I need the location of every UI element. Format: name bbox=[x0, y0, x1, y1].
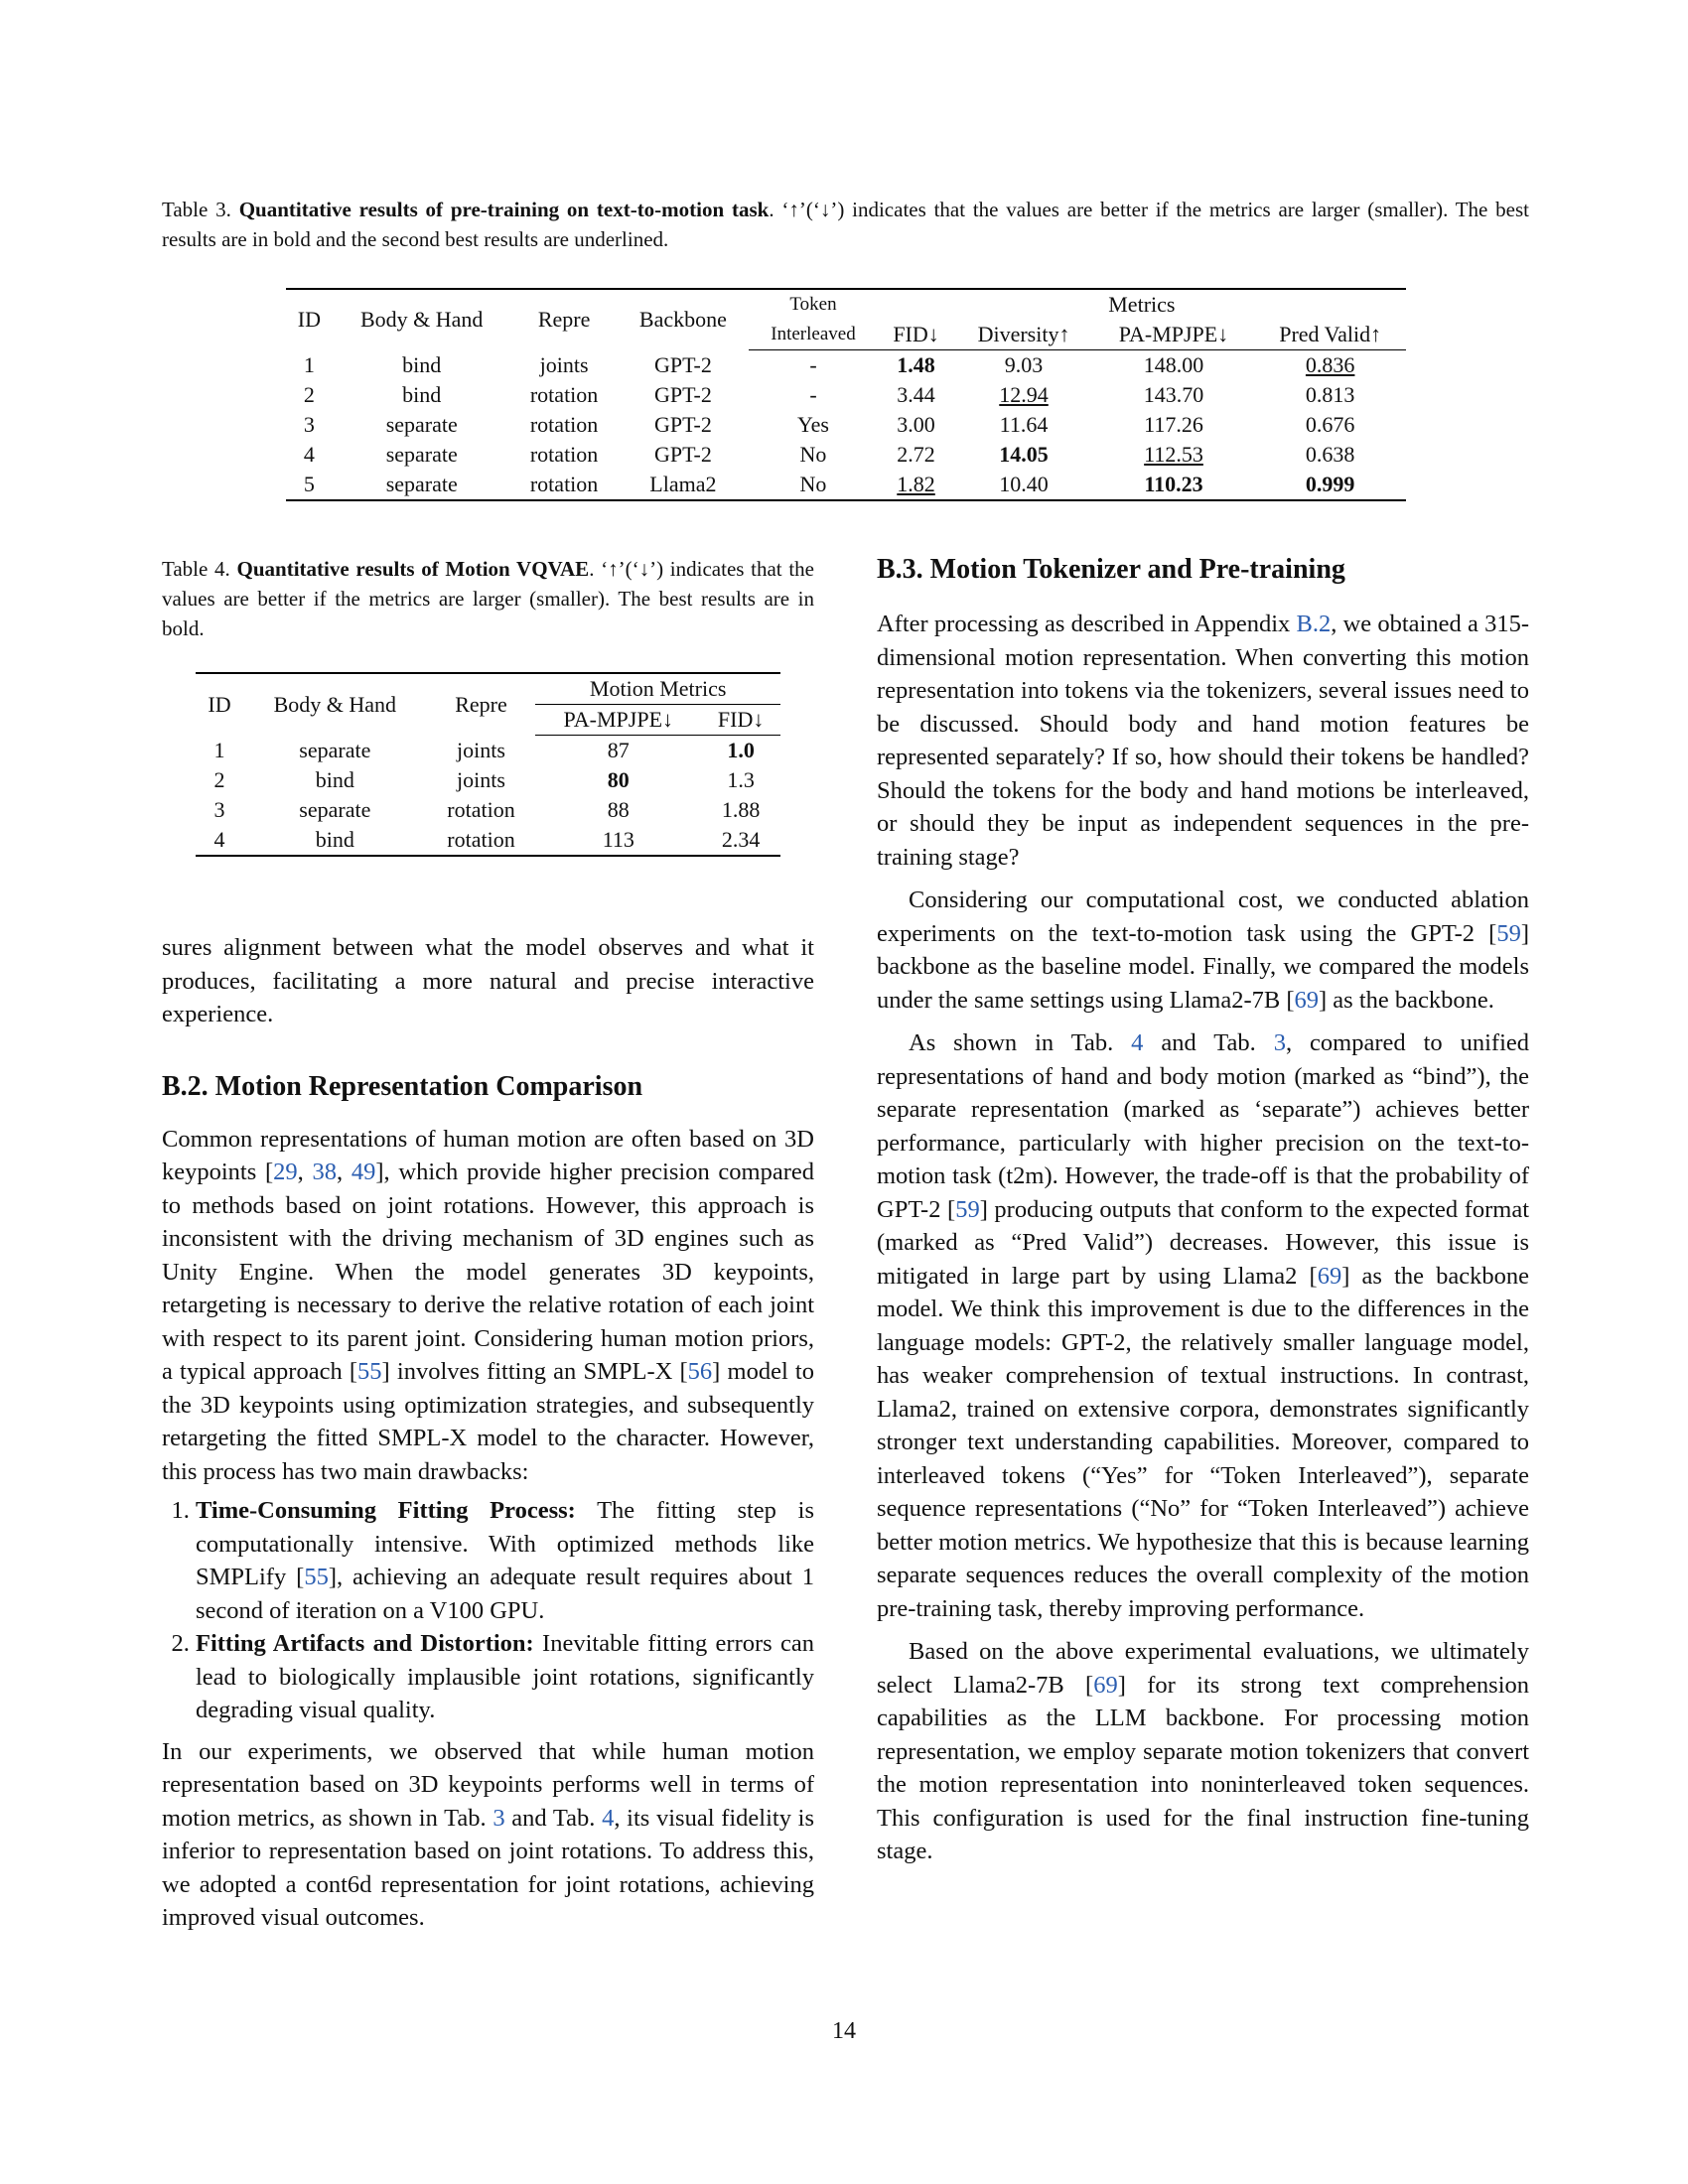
text-span: Common representations of human motion are often based on 3D keypoints [ bbox=[162, 1125, 814, 1185]
right-column bbox=[877, 554, 1529, 1868]
t3-cell: GPT-2 bbox=[653, 442, 712, 467]
citation-link[interactable]: 55 bbox=[304, 1564, 329, 1590]
t3-header-backbone: Backbone bbox=[618, 289, 750, 350]
list-item bbox=[196, 1494, 814, 1627]
t3-header-pred-valid: Pred Valid↑ bbox=[1254, 320, 1406, 350]
t3-cell: rotation bbox=[511, 470, 618, 500]
t3-header-token-1: Token bbox=[749, 289, 877, 320]
t3-cell: GPT-2 bbox=[653, 412, 712, 437]
t4-cell: 3 bbox=[213, 797, 225, 822]
t4-header-id: ID bbox=[196, 673, 243, 736]
section-ref-link[interactable]: B.2 bbox=[1296, 611, 1332, 637]
table3-caption bbox=[162, 195, 1529, 254]
t3-cell: - bbox=[809, 352, 817, 377]
table3-caption-title: Quantitative results of pre-training on text-to-motion task bbox=[238, 198, 770, 221]
t3-cell: 3 bbox=[303, 412, 315, 437]
t4-cell: 87 bbox=[607, 738, 630, 762]
t3-cell: joints bbox=[539, 351, 589, 377]
t4-header-body-hand: Body & Hand bbox=[243, 673, 427, 736]
t3-cell: GPT-2 bbox=[653, 351, 712, 377]
paragraph: sures alignment between what the model observes and what it produces, facilitating a more natural and precise interactive experience. bbox=[162, 934, 814, 1027]
t3-cell: GPT-2 bbox=[653, 382, 712, 407]
t4-header-pampjpe: PA-MPJPE↓ bbox=[535, 705, 701, 736]
t3-cell bbox=[1254, 350, 1406, 381]
t3-cell: 2 bbox=[303, 382, 315, 407]
section-heading-b2: B.2. Motion Representation Comparison bbox=[162, 1070, 643, 1102]
t3-cell: 1 bbox=[303, 351, 315, 377]
t3-cell: 11.64 bbox=[999, 412, 1049, 437]
t3-cell: 117.26 bbox=[1144, 412, 1203, 437]
t3-cell: 3.44 bbox=[897, 382, 935, 407]
table3-caption-text: . ‘↑’(‘↓’) indicates that the values are better if the metrics are larger (smaller). The best results are in bold and the second best results are underlined. bbox=[162, 198, 1530, 251]
section-heading-b3: B.3. Motion Tokenizer and Pre-training bbox=[877, 554, 1345, 585]
text-span: , we obtained a 315-dimensional motion representation. When converting this motion representation into tokens via the tokenizers, several issues need to be discussed. Should body and hand motion features be represented separately? If so, how should their tokens be handled? Should the tokens for the body and hand motions be interleaved, or should they be input as independent sequences in the pre-training stage? bbox=[877, 611, 1529, 871]
t3-cell: No bbox=[749, 470, 877, 500]
paragraph bbox=[162, 1735, 814, 1935]
t3-cell: 143.70 bbox=[1143, 382, 1204, 407]
t3-header-diversity: Diversity↑ bbox=[954, 320, 1092, 350]
t4-cell: 1.3 bbox=[727, 767, 755, 792]
table-row bbox=[286, 440, 1406, 470]
paragraph: Common representations of human motion are often based on 3D keypoints [29, 38, 49], which provide higher precision compared to methods based on joint rotations. However, this approach is inconsistent with the driving mechanism of 3D engines such as Unity Engine. When the model generates 3D keypoints, retargeting is necessary to derive the relative rotation of each joint with respect to its parent joint. Considering human motion priors, a typical approach [55] involves fitting an SMPL-X [56] model to the 3D keypoints using optimization strategies, and subsequently retargeting the fitted SMPL-X model to the character. However, this process has two main drawbacks: bbox=[162, 1125, 815, 1485]
t3-cell: - bbox=[809, 382, 817, 407]
t3-cell bbox=[878, 470, 955, 500]
t4-cell: joints bbox=[457, 767, 505, 792]
text-span: Inevitable fitting errors can lead to biologically implausible joint rotations, significantly degrading visual quality. bbox=[196, 1630, 815, 1723]
text-span: The fitting step is computationally intensive. With optimized methods like SMPLify [ bbox=[196, 1497, 814, 1590]
table-row bbox=[286, 350, 1406, 381]
list-item-title: Time-Consuming Fitting Process: bbox=[196, 1497, 576, 1524]
paragraph bbox=[877, 1026, 1529, 1625]
t4-cell: 1 bbox=[213, 737, 225, 762]
citation-link[interactable]: 29 bbox=[273, 1159, 298, 1185]
table4-caption bbox=[162, 554, 814, 643]
text-span: ] as the backbone. bbox=[1319, 986, 1494, 1014]
text-span: As shown in Tab. bbox=[909, 1029, 1132, 1056]
text-span: ] for its strong text comprehension capabilities as the LLM backbone. For processing motion representation, we employ separate motion tokenizers that convert the motion representation into noninterleaved token sequences. This configuration is used for the final instruction fine-tuning stage. bbox=[877, 1671, 1530, 1864]
t3-header-token-2: Interleaved bbox=[749, 320, 877, 350]
t3-cell: 2.72 bbox=[897, 442, 935, 467]
t3-second-value: 12.94 bbox=[999, 382, 1049, 407]
t3-cell bbox=[1093, 440, 1255, 470]
t4-cell: 1.88 bbox=[721, 797, 761, 822]
t3-cell: Llama2 bbox=[618, 470, 750, 500]
table-row bbox=[196, 765, 780, 795]
t3-cell: 5 bbox=[286, 470, 333, 500]
t3-cell: bind bbox=[402, 382, 442, 407]
t3-best-value: 14.05 bbox=[999, 442, 1049, 467]
paragraph bbox=[877, 884, 1529, 1017]
t3-second-value: 0.836 bbox=[1305, 352, 1355, 377]
t3-cell bbox=[878, 350, 955, 381]
table-row bbox=[286, 380, 1406, 410]
t4-cell: rotation bbox=[447, 797, 515, 822]
t4-best-value: 1.0 bbox=[727, 738, 755, 762]
table-row bbox=[286, 410, 1406, 440]
t3-cell: 0.638 bbox=[1305, 442, 1355, 467]
t3-cell: 0.813 bbox=[1305, 382, 1355, 407]
t4-cell: rotation bbox=[427, 825, 536, 856]
text-span: ], which provide higher precision compared to methods based on joint rotations. However, this approach is inconsistent with the driving mechanism of 3D engines such as Unity Engine. When the model generates 3D keypoints, retargeting is necessary to derive the relative rotation of each joint with respect to its parent joint. Considering human motion priors, a typical approach [ bbox=[162, 1159, 815, 1385]
t4-header-repre: Repre bbox=[427, 673, 536, 736]
table4-caption-text: . ‘↑’(‘↓’) indicates that the values are better if the metrics are larger (smaller). The best results are in bold. bbox=[162, 557, 814, 640]
text-span: ] producing outputs that conform to the expected format (marked as “Pred Valid”) decreases. However, this issue is mitigated in large part by using Llama2 [ bbox=[877, 1195, 1530, 1290]
table-ref-link[interactable]: 4 bbox=[1131, 1029, 1144, 1056]
table-ref-link[interactable]: 3 bbox=[1273, 1029, 1286, 1056]
t3-second-value: 112.53 bbox=[1144, 442, 1203, 467]
t3-header-metrics: Metrics bbox=[878, 289, 1406, 320]
citation-link[interactable]: 59 bbox=[1496, 919, 1521, 947]
text-span: , compared to unified representations of hand and body motion (marked as “bind”), the separate representation (marked as ‘separate”) achieves better performance, particularly with higher precision on the text-to-motion task (t2m). However, the trade-off is that the probability of GPT-2 [ bbox=[877, 1029, 1530, 1223]
citation-link[interactable]: 56 bbox=[687, 1358, 713, 1385]
table3 bbox=[286, 288, 1406, 501]
table-row bbox=[286, 470, 1406, 500]
t4-cell bbox=[535, 765, 701, 795]
text-span: Based on the above experimental evaluations, we ultimately select Llama2-7B [ bbox=[877, 1638, 1529, 1699]
table3-caption-label: Table 3. bbox=[162, 198, 231, 221]
t3-cell: separate bbox=[333, 470, 511, 500]
table-ref-link[interactable]: 3 bbox=[492, 1804, 505, 1832]
table-row bbox=[196, 736, 780, 766]
t3-cell: rotation bbox=[529, 382, 599, 407]
t3-cell: separate bbox=[385, 442, 458, 467]
t3-cell bbox=[954, 440, 1092, 470]
t4-cell: bind bbox=[315, 767, 354, 792]
citation-link[interactable]: 69 bbox=[1093, 1671, 1118, 1699]
citation-link[interactable]: 69 bbox=[1294, 986, 1319, 1014]
text-span: ] involves fitting an SMPL-X [ bbox=[381, 1358, 688, 1385]
table4 bbox=[196, 672, 780, 857]
page-number: 14 bbox=[832, 2018, 856, 2044]
t4-cell: 2.34 bbox=[701, 825, 780, 856]
text-span: Considering our computational cost, we conducted ablation experiments on the text-to-motion task using the GPT-2 [ bbox=[877, 887, 1529, 947]
t3-best-value: 1.48 bbox=[897, 352, 935, 377]
citation-link[interactable]: 55 bbox=[357, 1358, 382, 1385]
t3-cell bbox=[1254, 470, 1406, 500]
t4-cell: bind bbox=[243, 825, 427, 856]
drawbacks-list bbox=[162, 1494, 814, 1727]
t4-best-value: 80 bbox=[607, 767, 630, 792]
citation-link[interactable]: 49 bbox=[351, 1159, 376, 1185]
citation-link[interactable]: 69 bbox=[1317, 1262, 1342, 1290]
t3-best-value: 110.23 bbox=[1144, 472, 1203, 496]
text-span: and Tab. bbox=[504, 1804, 603, 1832]
t4-cell bbox=[701, 736, 780, 766]
t4-header-motion-metrics: Motion Metrics bbox=[535, 673, 780, 705]
t3-cell: No bbox=[799, 442, 827, 467]
t4-cell: joints bbox=[457, 737, 505, 762]
t4-cell: separate bbox=[299, 797, 371, 822]
text-span: , its visual fidelity is inferior to representation based on joint rotations. To address this, we adopted a cont6d representation for joint rotations, achieving improved visual outcomes. bbox=[162, 1804, 814, 1931]
paragraph bbox=[877, 1635, 1529, 1868]
t3-cell: rotation bbox=[529, 442, 599, 467]
table4-caption-label: Table 4. bbox=[162, 557, 230, 581]
t3-cell: separate bbox=[385, 412, 458, 437]
table4-caption-title: Quantitative results of Motion VQVAE bbox=[236, 557, 590, 581]
text-span: ] model to the 3D keypoints using optimization strategies, and subsequently retargeting the fitted SMPL-X model to the character. However, this process has two main drawbacks: bbox=[162, 1358, 814, 1485]
text-span: ], achieving an adequate result requires about 1 second of iteration on a V100 GPU. bbox=[196, 1564, 814, 1624]
t3-cell: 3.00 bbox=[897, 412, 935, 437]
t3-best-value: 0.999 bbox=[1305, 472, 1355, 496]
t3-cell: bind bbox=[402, 351, 442, 377]
t3-cell bbox=[954, 380, 1092, 410]
t3-cell: 4 bbox=[303, 442, 315, 467]
t3-header-pampjpe: PA-MPJPE↓ bbox=[1093, 320, 1255, 350]
t4-cell: separate bbox=[299, 737, 371, 762]
t4-header-fid: FID↓ bbox=[701, 705, 780, 736]
t3-cell: Yes bbox=[796, 412, 829, 437]
text-span: and Tab. bbox=[1143, 1029, 1274, 1056]
table-row bbox=[196, 795, 780, 825]
paragraph bbox=[877, 608, 1529, 874]
t3-second-value: 1.82 bbox=[897, 472, 935, 496]
t3-cell bbox=[1093, 470, 1255, 500]
t3-header-repre: Repre bbox=[511, 289, 618, 350]
text-span: After processing as described in Appendix bbox=[877, 611, 1297, 637]
table-row bbox=[196, 825, 780, 856]
t3-cell: 148.00 bbox=[1143, 352, 1204, 377]
t4-cell: 4 bbox=[196, 825, 243, 856]
t3-header-id: ID bbox=[286, 289, 333, 350]
list-item-title: Fitting Artifacts and Distortion: bbox=[196, 1630, 534, 1657]
t3-header-body-hand: Body & Hand bbox=[333, 289, 511, 350]
text-span: ] as the backbone model. We think this improvement is due to the differences in the language models: GPT-2, the relatively smaller language model, has weaker comprehension of textual instructions. In contrast, Llama2, trained on extensive corpora, demonstrates significantly stronger text understanding capabilities. Moreover, compared to interleaved tokens (“Yes” for “Token Interleaved”), separate sequence representations (“No” for “Token Interleaved”) achieve better motion metrics. We hypothesize that this is because learning separate sequences reduces the overall complexity of the motion pre-training task, thereby improving performance. bbox=[877, 1262, 1530, 1622]
t4-cell: 88 bbox=[607, 797, 630, 822]
text-span: In our experiments, we observed that while human motion representation based on 3D keypoints performs well in terms of motion metrics, as shown in Tab. bbox=[162, 1737, 814, 1832]
citation-link[interactable]: 59 bbox=[955, 1195, 980, 1223]
citation-link[interactable]: 38 bbox=[312, 1159, 338, 1185]
t4-cell: 113 bbox=[535, 825, 701, 856]
list-item bbox=[196, 1627, 814, 1727]
table-ref-link[interactable]: 4 bbox=[602, 1804, 615, 1832]
t3-header-fid: FID↓ bbox=[878, 320, 955, 350]
t3-cell: rotation bbox=[529, 412, 599, 437]
t4-cell: 2 bbox=[213, 767, 225, 792]
text-span: ] backbone as the baseline model. Finally, we compared the models under the same settings using Llama2-7B [ bbox=[877, 919, 1529, 1014]
left-column bbox=[162, 931, 814, 1935]
t3-cell: 0.676 bbox=[1305, 412, 1355, 437]
t3-cell: 9.03 bbox=[1004, 352, 1044, 377]
t3-cell: 10.40 bbox=[954, 470, 1092, 500]
